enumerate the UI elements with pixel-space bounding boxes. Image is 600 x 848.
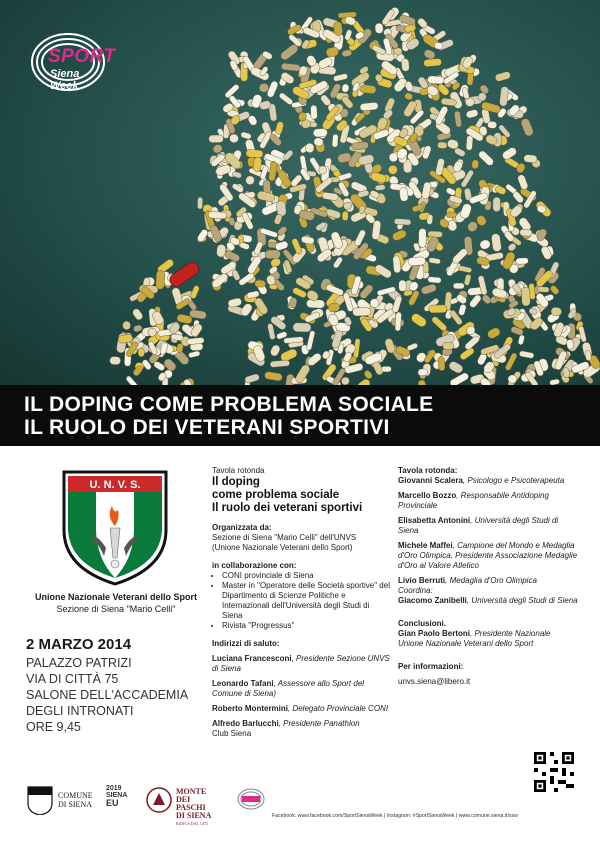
pill-shape bbox=[176, 343, 183, 353]
pill-shape bbox=[519, 351, 534, 359]
pill-shape bbox=[521, 287, 530, 306]
pill-shape bbox=[275, 121, 285, 135]
pill-shape bbox=[428, 257, 440, 264]
pill-shape bbox=[566, 339, 574, 350]
pill-shape bbox=[464, 274, 472, 286]
event-title-line: Il doping bbox=[212, 476, 260, 488]
pill-shape bbox=[451, 247, 468, 264]
shield-text: U. N. V. S. bbox=[89, 479, 141, 491]
title-banner bbox=[0, 385, 600, 446]
saluto-role: , Delegato Provinciale CONI bbox=[288, 704, 389, 713]
saluto-name: Roberto Montermini bbox=[212, 704, 288, 713]
pill-shape bbox=[401, 58, 410, 71]
pill-shape bbox=[487, 121, 497, 129]
speaker-name: Michele Maffei bbox=[398, 541, 453, 550]
pill-shape bbox=[269, 344, 281, 358]
siena-coat-icon bbox=[26, 785, 54, 815]
pill-shape bbox=[419, 228, 427, 247]
speaker-entry bbox=[398, 516, 578, 536]
pill-shape bbox=[197, 197, 202, 209]
pill-shape bbox=[156, 270, 165, 289]
saluto-name: Alfredo Barlucchi bbox=[212, 719, 279, 728]
pill-shape bbox=[517, 174, 529, 191]
pill-shape bbox=[246, 290, 260, 299]
pill-shape bbox=[516, 258, 529, 265]
coordina-label: Coordina: bbox=[398, 586, 433, 595]
organizzata-line: (Unione Nazionale Veterani dello Sport) bbox=[212, 543, 353, 552]
pill-shape bbox=[442, 342, 454, 350]
pill-shape bbox=[431, 315, 448, 332]
conclusioni-role: , Presidente Nazionale Unione Nazionale Veterani dello Sport bbox=[398, 629, 551, 648]
pill-shape bbox=[341, 83, 349, 92]
program-right-column bbox=[398, 466, 578, 687]
pill-shape bbox=[434, 42, 443, 50]
banner-title-line1: IL DOPING COME PROBLEMA SOCIALE bbox=[24, 393, 434, 416]
pill-shape bbox=[363, 369, 373, 380]
speaker-entry bbox=[398, 476, 578, 486]
coordinator-name: Giacomo Zanibelli bbox=[398, 596, 467, 605]
pill-shape bbox=[279, 43, 299, 61]
speaker-role: , Psicologo e Psicoterapeuta bbox=[462, 476, 565, 485]
pill-shape bbox=[520, 117, 535, 137]
pill-shape bbox=[395, 312, 402, 331]
pill-shape bbox=[449, 372, 470, 385]
pill-shape bbox=[529, 316, 545, 331]
pill-shape bbox=[294, 363, 311, 384]
pill-shape bbox=[486, 326, 501, 339]
pill-shape bbox=[453, 283, 464, 289]
venue-line: SALONE DELL'ACCADEMIA bbox=[26, 688, 189, 702]
comune-di-siena-logo bbox=[26, 785, 96, 825]
pill-shape bbox=[420, 283, 437, 295]
pill-shape bbox=[423, 48, 437, 60]
saluto-name: Luciana Francesconi bbox=[212, 654, 292, 663]
pill-shape bbox=[232, 171, 242, 179]
comune-text bbox=[58, 791, 93, 809]
pill-shape bbox=[273, 213, 282, 225]
pill-shape bbox=[375, 184, 386, 190]
pill-shape bbox=[332, 134, 338, 147]
speaker-role: , Medaglia d'Oro Olimpica bbox=[445, 576, 537, 585]
logo-sport-text: SPORT bbox=[48, 46, 116, 67]
pill-shape bbox=[265, 250, 280, 259]
venue-line: PALAZZO PATRIZI bbox=[26, 656, 132, 670]
logo-week-text: Siena Week bbox=[50, 68, 80, 92]
saluto-role: , Assessore allo Sport del Comune di Siena) bbox=[212, 679, 365, 698]
pill-shape bbox=[259, 83, 269, 92]
pill-shape bbox=[270, 360, 290, 368]
pill-shape bbox=[352, 307, 370, 316]
collab-label: in collaborazione con: bbox=[212, 561, 297, 570]
unvs-name: Unione Nazionale Veterani dello Sport bbox=[34, 592, 198, 602]
pill-shape bbox=[391, 229, 407, 242]
pill-shape bbox=[360, 102, 379, 111]
pill-shape bbox=[427, 214, 433, 224]
venue-line: VIA DI CITTÀ 75 bbox=[26, 672, 119, 686]
pill-shape bbox=[293, 323, 311, 333]
pill-shape bbox=[301, 236, 315, 245]
pill-shape bbox=[281, 63, 300, 72]
speaker-role: , Università degli Studi di Siena bbox=[398, 516, 559, 535]
saluto-role: , Presidente Sezione UNVS di Siena bbox=[212, 654, 390, 673]
pill-shape bbox=[406, 342, 418, 351]
pill-shape bbox=[342, 211, 348, 220]
eu-city: SIENA bbox=[106, 792, 128, 799]
pill-shape bbox=[520, 229, 533, 236]
pill-shape bbox=[209, 135, 224, 143]
venue-line: ORE 9,45 bbox=[26, 720, 81, 734]
qr-code-icon[interactable] bbox=[534, 752, 574, 792]
pill-shape bbox=[408, 257, 426, 266]
speaker-name: Giovanni Scalera bbox=[398, 476, 463, 485]
comune-line: DI SIENA bbox=[58, 800, 92, 809]
speaker-entry bbox=[398, 491, 578, 511]
tavola-label: Tavola rotonda bbox=[212, 466, 265, 475]
saluto-entry bbox=[212, 654, 390, 674]
pill-shape bbox=[246, 255, 262, 275]
saluto-extra: Club Siena bbox=[212, 729, 252, 738]
mps-line: DI SIENA bbox=[176, 811, 212, 820]
pill-shape bbox=[537, 286, 549, 292]
pill-shape bbox=[494, 71, 511, 82]
pill-shape bbox=[454, 111, 462, 128]
pill-shape bbox=[110, 356, 121, 364]
pill-shape bbox=[138, 348, 144, 357]
pill-shape bbox=[246, 149, 264, 158]
pill-shape bbox=[322, 192, 339, 201]
pill-shape bbox=[310, 105, 317, 119]
sport-siena-week-small-logo bbox=[236, 785, 266, 825]
monte-dei-paschi-logo bbox=[146, 785, 216, 825]
pill-shape bbox=[399, 280, 407, 291]
pill-shape bbox=[333, 73, 348, 82]
pill-shape bbox=[427, 76, 444, 85]
pill-shape bbox=[410, 312, 428, 328]
eu-year: 2019 bbox=[106, 785, 122, 792]
venue-line: DEGLI INTRONATI bbox=[26, 704, 134, 718]
unvs-section: Sezione di Siena "Mario Celli" bbox=[56, 604, 176, 614]
pill-shape bbox=[133, 324, 143, 332]
sport-siena-week-logo bbox=[28, 28, 116, 96]
collab-item: • CONI provinciale di Siena bbox=[222, 571, 390, 581]
pill-shape bbox=[491, 233, 502, 252]
pill-shape bbox=[404, 92, 414, 101]
banner-title-line2: IL RUOLO DEI VETERANI SPORTIVI bbox=[24, 416, 390, 439]
pill-shape bbox=[445, 187, 456, 197]
pill-shape bbox=[466, 135, 473, 150]
speaker-role: , Responsabile Antidoping Provinciale bbox=[398, 491, 549, 510]
pill-shape bbox=[370, 171, 388, 184]
pill-shape bbox=[479, 239, 491, 250]
tavola-rotonda-label: Tavola rotonda: bbox=[398, 466, 458, 475]
program-middle-column bbox=[212, 466, 390, 739]
saluto-entry bbox=[212, 704, 390, 714]
collab-item: • Rivista "Progressus" bbox=[222, 621, 390, 631]
event-venue bbox=[26, 655, 211, 735]
mps-line: MONTE bbox=[176, 787, 207, 796]
pill-shape bbox=[518, 334, 526, 345]
pill-shape bbox=[523, 154, 537, 163]
pill-shape bbox=[493, 197, 501, 211]
coordinator-role: , Università degli Studi di Siena bbox=[466, 596, 578, 605]
pill-shape bbox=[305, 143, 314, 153]
pill-shape bbox=[423, 58, 441, 67]
speaker-name: Marcello Bozzo bbox=[398, 491, 457, 500]
pill-shape bbox=[429, 305, 447, 313]
pill-shape bbox=[457, 265, 472, 273]
speaker-name: Elisabetta Antonini bbox=[398, 516, 471, 525]
pill-shape bbox=[418, 369, 428, 376]
pill-shape bbox=[306, 330, 315, 350]
pill-shape bbox=[277, 225, 289, 236]
conclusioni-entry bbox=[398, 629, 578, 649]
pill-shape bbox=[244, 174, 256, 186]
speaker-entry bbox=[398, 541, 578, 571]
pill-shape bbox=[313, 128, 328, 137]
pill-shape bbox=[240, 131, 252, 140]
pill-shape bbox=[446, 212, 457, 218]
pill-shape bbox=[471, 159, 479, 169]
mps-emblem-icon bbox=[146, 785, 172, 815]
comune-line: COMUNE bbox=[58, 791, 93, 800]
pill-shape bbox=[465, 109, 478, 119]
hero-illustration bbox=[0, 0, 600, 385]
saluto-name: Leonardo Tafani bbox=[212, 679, 274, 688]
conclusioni-name: Gian Paolo Bertoni bbox=[398, 629, 471, 638]
collab-list bbox=[212, 571, 390, 631]
pill-shape bbox=[267, 323, 276, 340]
pill-shape bbox=[468, 294, 482, 309]
event-date: 2 MARZO 2014 bbox=[26, 636, 132, 653]
pill-shape bbox=[131, 307, 144, 321]
pill-shape bbox=[122, 321, 130, 330]
pill-shape bbox=[278, 92, 294, 106]
pill-shape bbox=[256, 190, 275, 202]
pill-shape bbox=[458, 304, 467, 316]
pill-shape bbox=[291, 238, 303, 255]
pill-shape bbox=[549, 284, 560, 295]
mps-line: BANCA DAL 1472 bbox=[176, 821, 208, 826]
organizzata-line: Sezione di Siena "Mario Celli" dell'UNVS bbox=[212, 533, 357, 542]
speaker-entry bbox=[398, 576, 578, 586]
pill-shape bbox=[341, 49, 352, 57]
organizzata-label: Organizzata da: bbox=[212, 523, 272, 532]
pill-shape bbox=[264, 371, 283, 381]
pill-shape bbox=[428, 277, 442, 284]
pill-shape bbox=[162, 357, 177, 372]
footer-social-links[interactable]: Facebook: www.facebook.com/SportSienaWeek | Instagram: #SportSienaWeek | www.comune.siena.it/ssw bbox=[272, 813, 518, 819]
pill-shape bbox=[332, 256, 343, 269]
pill-shape bbox=[499, 86, 509, 106]
pill-shape bbox=[125, 375, 139, 385]
saluto-entry bbox=[212, 719, 390, 739]
pill-shape bbox=[375, 23, 383, 34]
saluto-role: , Presidente Panathlon bbox=[278, 719, 360, 728]
info-email[interactable]: unvs.siena@libero.it bbox=[398, 677, 471, 686]
pill-shape bbox=[421, 181, 432, 199]
speaker-role: , Campione del Mondo e Medaglia d'Oro Olimpica, Presidente Associazione Medaglie d'Oro al Valore Atletico bbox=[398, 541, 578, 570]
coordinator-entry bbox=[398, 596, 578, 606]
saluto-label: Indirizzi di saluto: bbox=[212, 639, 280, 648]
info-label: Per informazioni: bbox=[398, 662, 464, 671]
pill-shape bbox=[208, 211, 227, 219]
pill-shape bbox=[381, 366, 391, 372]
track-lines-small-icon bbox=[236, 785, 266, 813]
pill-shape bbox=[504, 352, 517, 371]
unvs-shield-icon bbox=[60, 468, 170, 588]
speaker-name: Livio Berruti bbox=[398, 576, 446, 585]
mps-text bbox=[176, 788, 216, 828]
siena-eu-2019-logo bbox=[106, 785, 134, 825]
pill-shape bbox=[244, 373, 260, 384]
pill-shape bbox=[437, 142, 447, 149]
event-title-line: come problema sociale bbox=[212, 489, 340, 501]
conclusioni-label: Conclusioni. bbox=[398, 619, 446, 628]
pill-shape bbox=[188, 351, 200, 358]
pill-shape bbox=[438, 356, 445, 371]
pill-shape bbox=[318, 165, 326, 174]
pill-shape bbox=[387, 164, 399, 176]
pill-shape bbox=[393, 256, 401, 274]
pill-shape bbox=[255, 280, 266, 287]
saluto-entry bbox=[212, 679, 390, 699]
pill-shape bbox=[227, 297, 242, 308]
pill-shape bbox=[239, 242, 250, 251]
mps-line: DEI PASCHI bbox=[176, 795, 206, 812]
pill-shape bbox=[448, 360, 465, 375]
pill-shape bbox=[477, 150, 495, 167]
collab-item: • Master in "Operatore delle Società sportive" del Dipartimento di Scienze Politiche e Internazionali dell'Università degli Studi di Siena bbox=[222, 581, 390, 621]
pill-shape bbox=[374, 263, 393, 279]
event-title-line: Il ruolo dei veterani sportivi bbox=[212, 502, 363, 514]
eu-label: EU bbox=[106, 798, 119, 808]
pill-shape bbox=[394, 218, 411, 225]
